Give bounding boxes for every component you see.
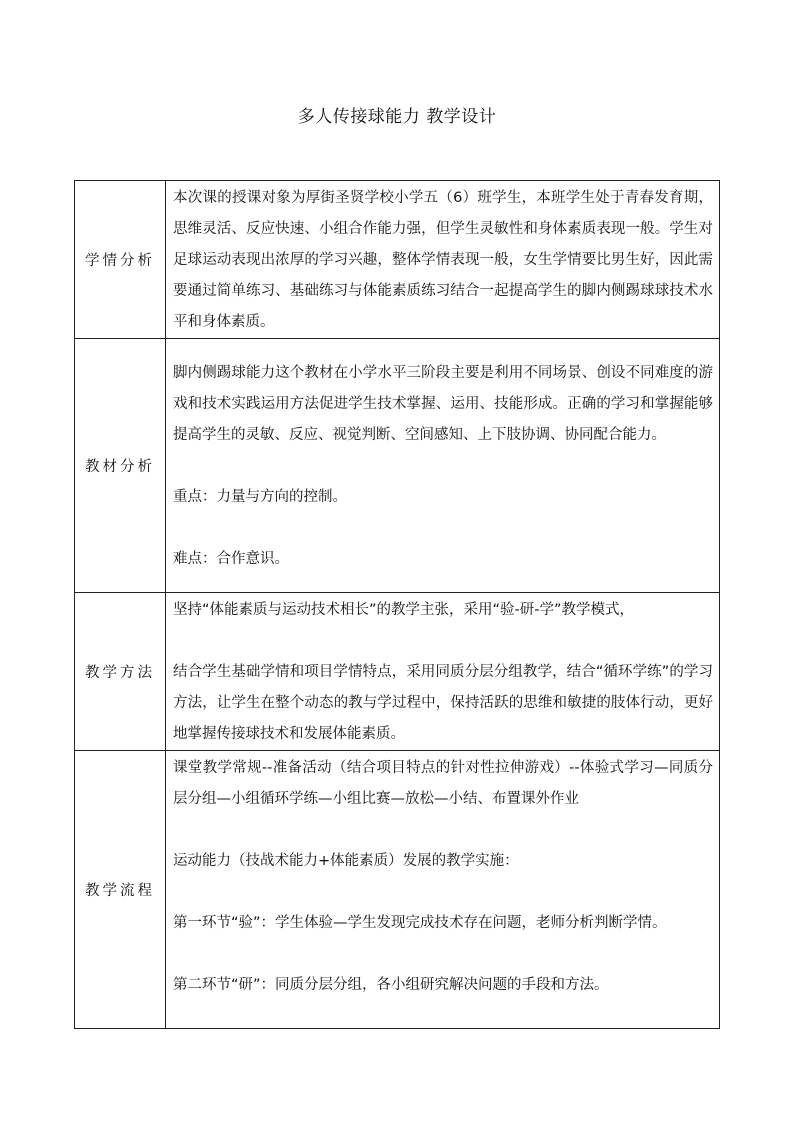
paragraph: 第二环节“研”：同质分层分组，各小组研究解决问题的手段和方法。: [173, 977, 609, 993]
blank-line: [173, 877, 713, 908]
paragraph: 第一环节“验”：学生体验—学生发现完成技术存在问题，老师分析判断学情。: [173, 915, 667, 931]
row-content-teaching-process: [166, 751, 720, 1029]
paragraph: 本次课的授课对象为厚街圣贤学校小学五（6）班学生，本班学生处于青春发育期，思维灵活、反应快速、小组合作能力强，但学生灵敏性和身体素质表现一般。学生对足球运动表现出浓厚的学习兴趣，整体学情表现一般，女生学情要比男生好，因此需要通过简单练习、基础练习与体能素质练习结合一起提高学生的脚内侧踢球球技术水平和身体素质。: [173, 190, 713, 330]
key-point: 重点：力量与方向的控制。: [173, 489, 347, 505]
table-row-material-analysis: [75, 339, 720, 593]
lesson-plan-table: [74, 180, 720, 1029]
paragraph: 脚内侧踢球能力这个教材在小学水平三阶段主要是利用不同场景、创设不同难度的游戏和技术实践运用方法促进学生技术掌握、运用、技能形成。正确的学习和掌握能够提高学生的灵敏、反应、视觉判断、空间感知、上下肢协调、协同配合能力。: [173, 365, 713, 443]
blank-line: [173, 939, 713, 970]
blank-line: [173, 626, 713, 657]
paragraph: 运动能力（技战术能力+体能素质）发展的教学实施：: [173, 853, 519, 869]
row-label-learner-analysis: 学情分析: [75, 181, 166, 339]
blank-line: [173, 513, 713, 544]
row-content-material-analysis: [166, 339, 720, 593]
table-row-learner-analysis: [75, 181, 720, 339]
table-row-teaching-method: [75, 593, 720, 751]
row-content-learner-analysis: [166, 181, 720, 339]
page-title: 多人传接球能力 教学设计: [297, 107, 497, 127]
row-content-teaching-method: [166, 593, 720, 751]
blank-line: [173, 451, 713, 482]
row-label-material-analysis: 教材分析: [75, 339, 166, 593]
paragraph: 结合学生基础学情和项目学情特点，采用同质分层分组教学，结合“循环学练”的学习方法，让学生在整个动态的教与学过程中，保持活跃的思维和敏捷的肢体行动，更好地掌握传接球技术和发展体能素质。: [173, 664, 713, 742]
row-label-teaching-process: 教学流程: [75, 751, 166, 1029]
row-label-teaching-method: 教学方法: [75, 593, 166, 751]
blank-line: [173, 815, 713, 846]
table-row-teaching-process: [75, 751, 720, 1029]
difficult-point: 难点：合作意识。: [173, 551, 289, 567]
paragraph: 坚持“体能素质与运动技术相长”的教学主张，采用“验-研-学”教学模式，: [173, 602, 635, 618]
paragraph: 课堂教学常规--准备活动（结合项目特点的针对性拉伸游戏）--体验式学习—同质分层分组—小组循环学练—小组比赛—放松—小结、布置课外作业: [173, 760, 713, 807]
